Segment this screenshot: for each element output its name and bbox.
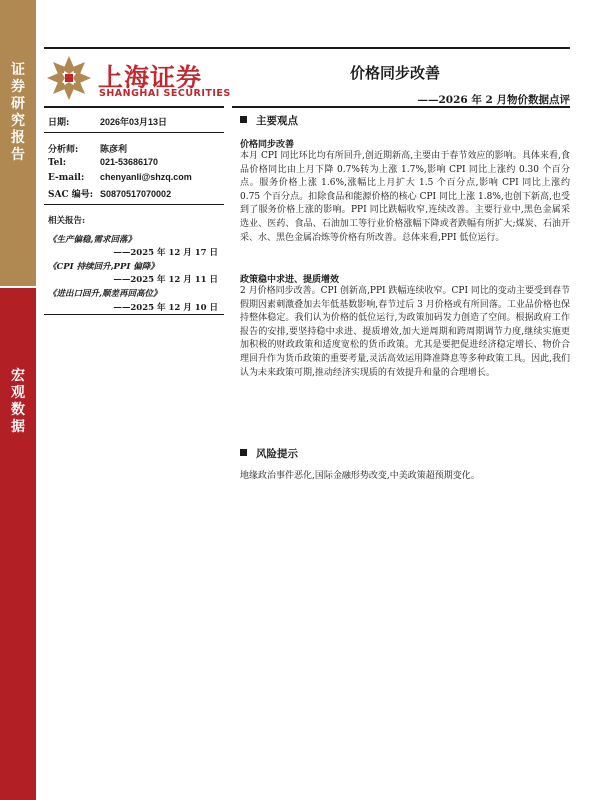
analyst-name: 陈彦利 — [100, 145, 128, 155]
company-logo — [46, 55, 231, 103]
paragraph-risk: 地缘政治事件恶化,国际金融形势改变,中美政策超预期变化。 — [240, 471, 480, 481]
section-title: 主要观点 — [256, 115, 298, 127]
sac-row — [48, 187, 171, 200]
report-subtitle: ——2026 年 2 月物价数据点评 — [417, 94, 570, 106]
section-heading-key-points — [240, 113, 298, 128]
section-heading-risk — [240, 446, 298, 461]
analyst-row — [48, 142, 127, 155]
email-label: E-mail: — [48, 173, 85, 183]
square-bullet-icon — [240, 449, 247, 456]
related-report-title[interactable]: 《进出口回升,顺差再回高位》 — [48, 289, 162, 299]
subheading-policy: 政策稳中求进、提质增效 — [240, 275, 340, 285]
related-report-date: ——2025 年 12 月 10 日 — [113, 303, 218, 313]
header-rule-right — [232, 106, 570, 108]
email-value[interactable]: chenyanli@shzq.com — [100, 172, 192, 182]
report-date — [48, 115, 167, 128]
sidebar-divider — [0, 286, 36, 288]
paragraph-policy-analysis: 2 月价格同步改善。CPI 创新高,PPI 跌幅连续收窄。CPI 同比的变动主要受到春节假期因素刺激叠加去年低基数影响,春节过后 3 月价格或有所回落。工业品价格也保持整体稳定。我们认为价格的低位运行,为政策加码发力创造了空间。根据政府工作报告的安排,要坚持稳中求进、提质增效,加大逆周期和跨周期调节力度,继续实施更加积极的财政政策和适度宽松的货币政策。尤其是要把促进经济稳定增长、物价合理回升作为货币政策的重要考量,灵活高效运用降准降息等多种政策工具。因此,我们认为未来政策可期,推动经济实现质的有效提升和量的合理增长。 — [240, 286, 570, 378]
logo-mark-icon — [46, 55, 92, 101]
related-report-title[interactable]: 《CPI 持续回升,PPI 偏降》 — [48, 262, 159, 272]
sac-label: SAC 编号: — [48, 190, 94, 200]
sidebar-label-report-type: 证券研究报告 — [11, 62, 25, 163]
sidebar-label-category: 宏观数据 — [11, 368, 25, 435]
paragraph-price-analysis: 本月 CPI 同比环比均有所回升,创近期新高,主要由于春节效应的影响。具体来看,食品价格同比由上月下降 0.7%转为上涨 1.7%,影响 CPI 同比上涨约 0.30 个百分点。服务价格上涨 1.6%,涨幅比上月扩大 1.5 个百分点,影响 CPI 同比上涨约 0.75 个百分点。扣除食品和能源价格的核心 CPI 同比上涨 1.8%,也创下新高,也受到了服务价格上涨的影响。PPI 同比跌幅收窄,连续改善。主要行业中,黑色金属采选业、医药、食品、石油加工等行业价格涨幅下降或者跌幅有所扩大;煤炭、石油开采、水、黑色金属冶炼等价格有所改善。总体来看,PPI 低位运行。 — [240, 151, 570, 243]
date-value: 2026年03月13日 — [100, 117, 168, 127]
date-label: 日期: — [48, 118, 70, 128]
square-bullet-icon — [240, 116, 247, 123]
subheading-price-improvement: 价格同步改善 — [240, 140, 295, 150]
related-reports-heading: 相关报告: — [48, 216, 86, 226]
logo-name-cn: 上海证券 — [98, 63, 203, 92]
sac-value: S0870517070002 — [100, 189, 172, 199]
email-row — [48, 172, 192, 183]
related-report-date: ——2025 年 12 月 11 日 — [113, 275, 218, 285]
header-rule-left — [44, 106, 224, 108]
section-title: 风险提示 — [256, 448, 298, 460]
info-divider — [44, 204, 224, 205]
tel-value: 021-53686170 — [100, 157, 159, 167]
tel-label: Tel: — [48, 158, 67, 168]
report-title: 价格同步改善 — [350, 64, 441, 82]
date-divider — [44, 132, 224, 133]
related-report-title[interactable]: 《生产偏稳,需求回落》 — [48, 235, 136, 245]
related-divider — [44, 314, 224, 315]
sidebar-red-band — [0, 288, 36, 800]
logo-name-en: SHANGHAI SECURITIES — [99, 88, 231, 99]
related-report-date: ——2025 年 12 月 17 日 — [113, 248, 218, 258]
tel-row — [48, 157, 158, 168]
analyst-label: 分析师: — [48, 145, 79, 155]
header-top-rule — [44, 47, 570, 49]
